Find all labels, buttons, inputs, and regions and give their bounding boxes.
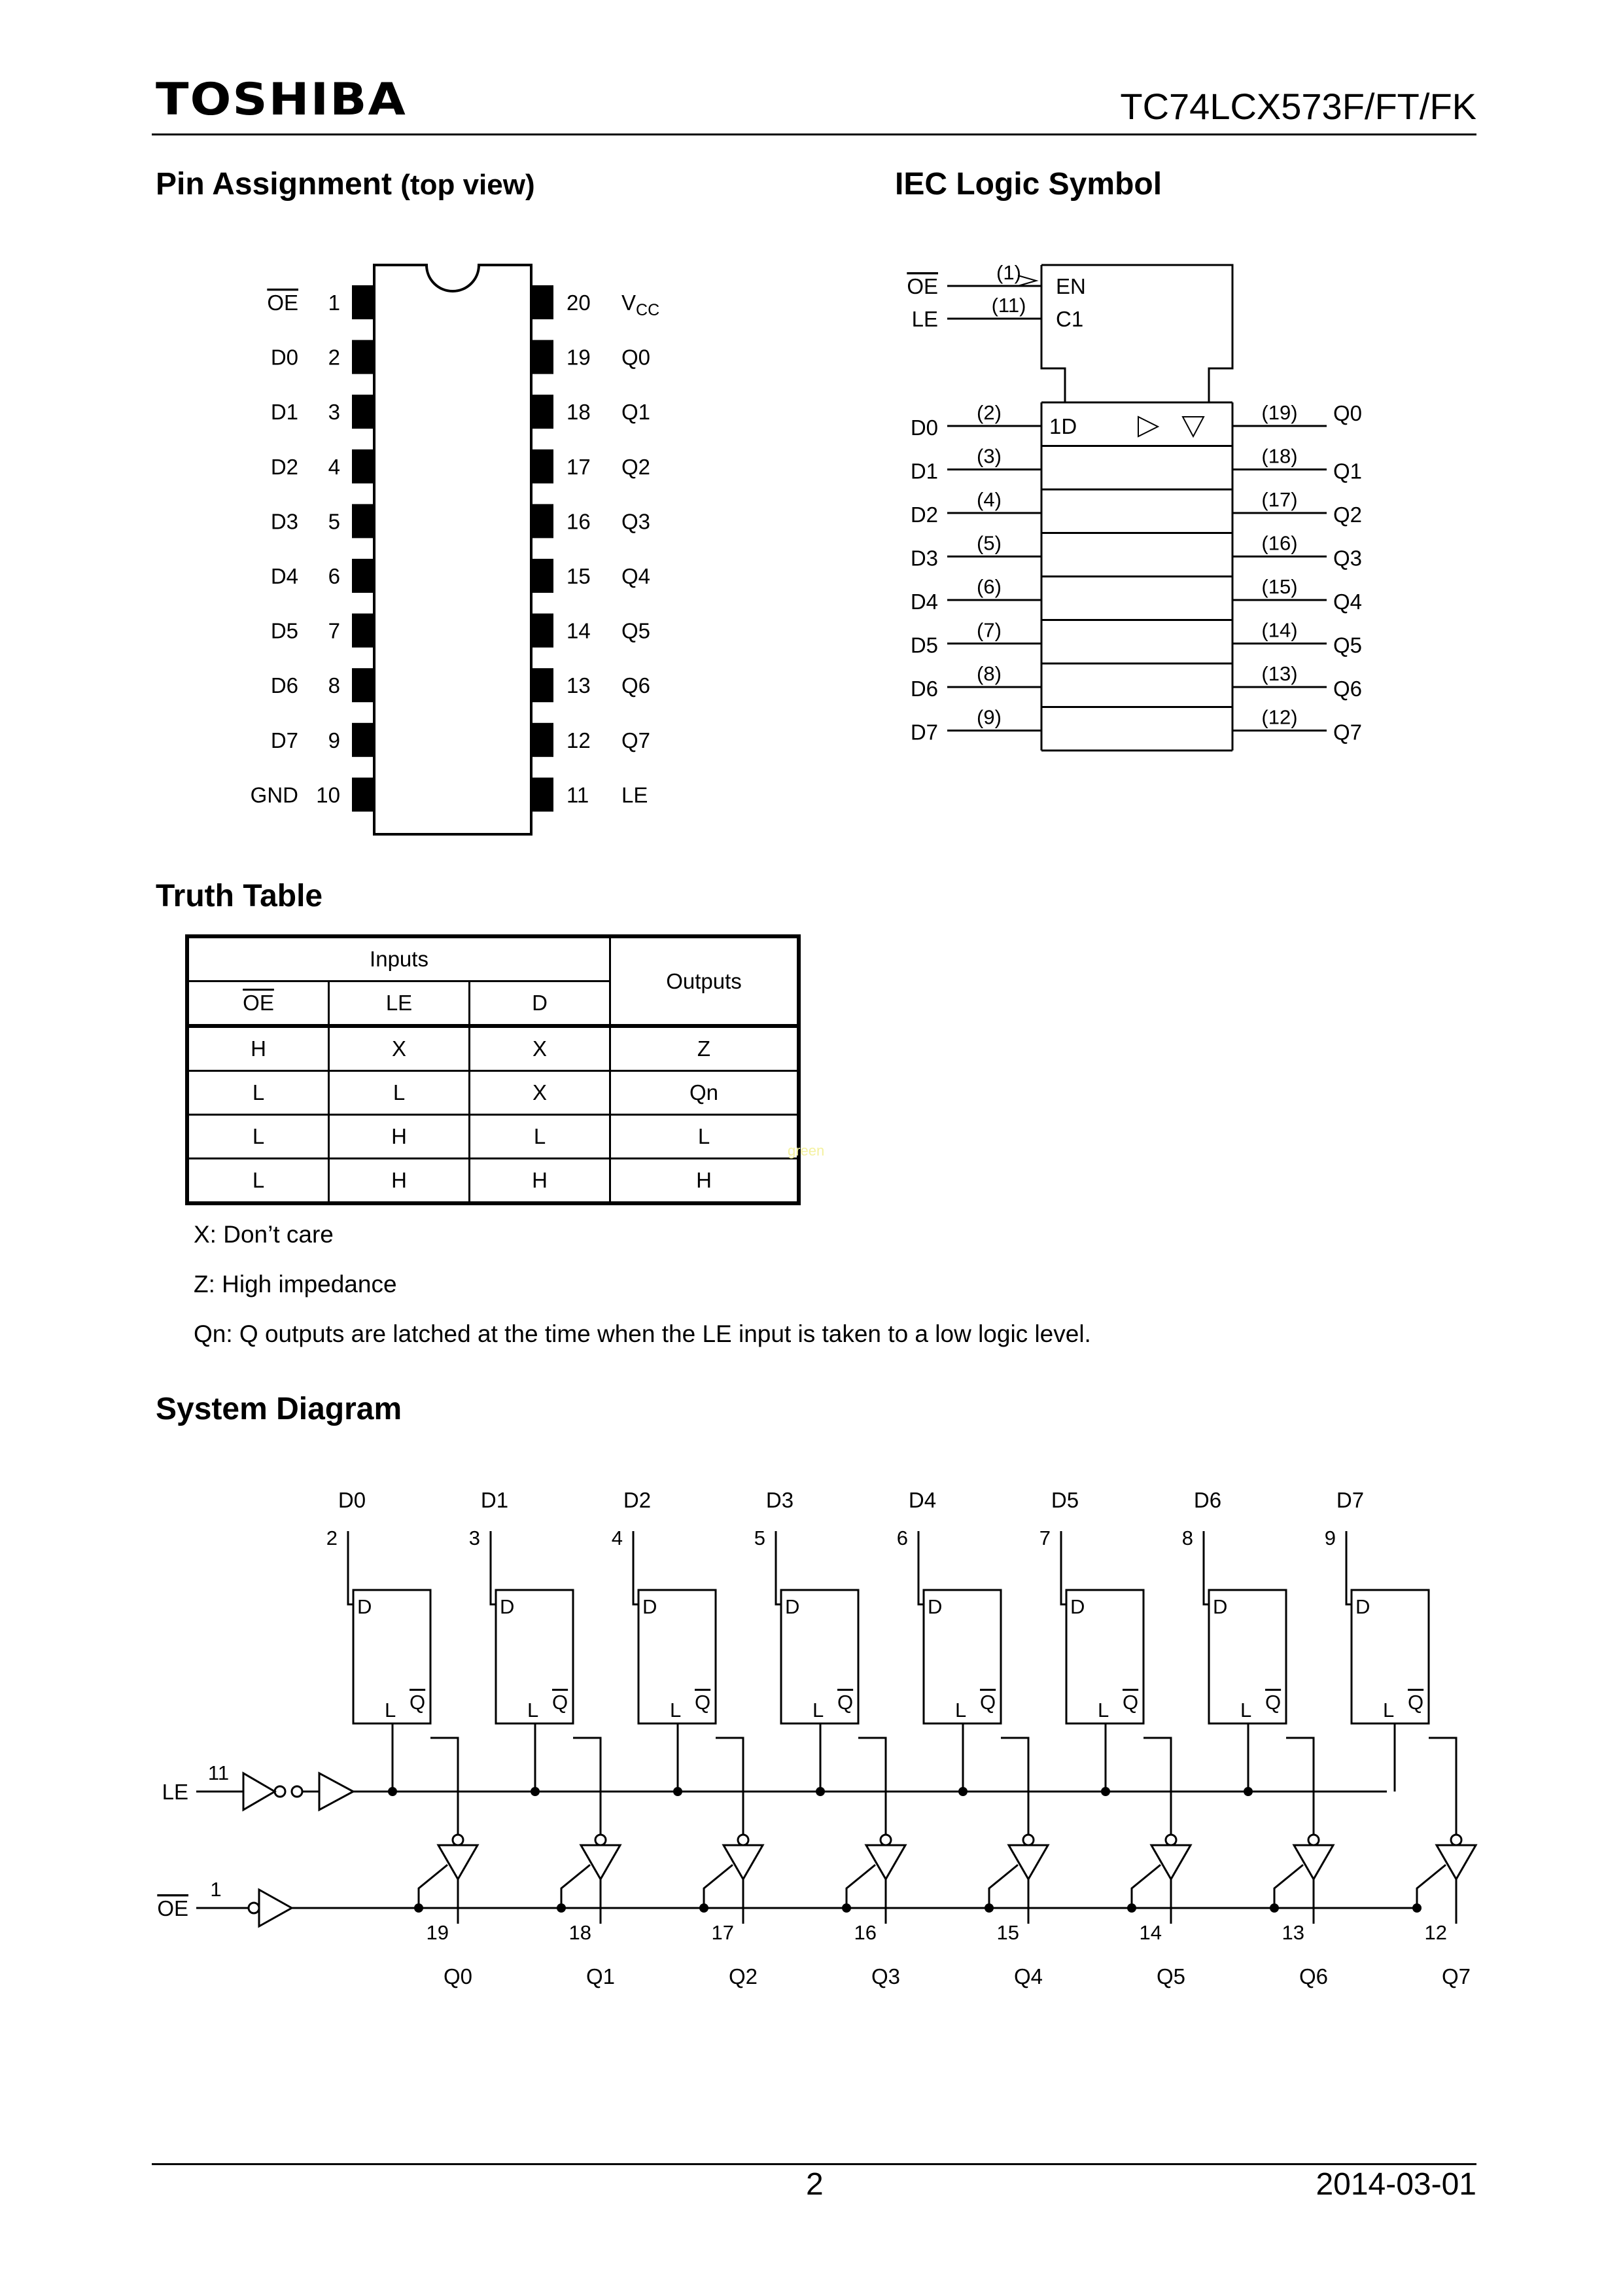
latch-cell bbox=[1182, 1488, 1333, 1988]
iec-output-pin: (19) bbox=[1261, 401, 1298, 424]
system-oe-pin: 1 bbox=[210, 1878, 222, 1901]
pin-name-left: OE bbox=[267, 291, 298, 315]
truth-cell: H bbox=[187, 1026, 329, 1071]
junction-dot bbox=[699, 1903, 708, 1913]
latch-l-label: L bbox=[1098, 1699, 1109, 1722]
iec-input-name: D1 bbox=[910, 459, 938, 484]
brand-logo: TOSHIBA bbox=[156, 73, 407, 126]
latch-cell bbox=[469, 1488, 620, 1988]
pin-number-left: 6 bbox=[328, 564, 340, 588]
pin-name-right: Q4 bbox=[621, 564, 651, 588]
iec-output-pin: (18) bbox=[1261, 444, 1298, 468]
truth-col-oe: $\overline{OE}$ bbox=[187, 981, 329, 1027]
pin-pad bbox=[352, 777, 374, 811]
truth-cell: H bbox=[470, 1159, 610, 1204]
pin-number-right: 13 bbox=[567, 673, 591, 698]
junction-dot bbox=[388, 1787, 397, 1796]
revision-date: 2014-03-01 bbox=[1316, 2167, 1476, 2202]
system-output-name: Q0 bbox=[443, 1964, 473, 1988]
table-row bbox=[187, 1115, 799, 1159]
tristate-buffer bbox=[866, 1845, 905, 1879]
latch-q-line bbox=[1001, 1738, 1028, 1835]
iec-input-pin: (3) bbox=[977, 444, 1002, 468]
iec-output-pin: (14) bbox=[1261, 618, 1298, 642]
enable-line bbox=[1274, 1865, 1303, 1908]
system-input-pin: 8 bbox=[1181, 1527, 1193, 1549]
latch-q-line bbox=[430, 1738, 458, 1835]
iec-output-name: Q5 bbox=[1333, 633, 1363, 658]
pin-name-right: Q6 bbox=[621, 673, 651, 698]
latch-l-label: L bbox=[1240, 1699, 1252, 1722]
pin-pad bbox=[352, 559, 374, 593]
truth-outputs-header: Outputs bbox=[610, 936, 799, 1026]
iec-symbol-heading: IEC Logic Symbol bbox=[895, 167, 1162, 202]
pin-pad bbox=[352, 614, 374, 648]
pin-assignment-diagram bbox=[216, 255, 739, 844]
pin-pad bbox=[352, 450, 374, 484]
truth-cell: L bbox=[187, 1071, 329, 1115]
system-input-name: D2 bbox=[623, 1488, 652, 1512]
pin-name-right: Q3 bbox=[621, 509, 651, 534]
buffer-inversion-bubble bbox=[1451, 1835, 1461, 1845]
pin-pad bbox=[352, 504, 374, 538]
latch-l-label: L bbox=[812, 1699, 824, 1722]
latch-q-label: Q bbox=[695, 1691, 711, 1714]
pin-pad bbox=[531, 723, 553, 757]
enable-line bbox=[1417, 1865, 1446, 1908]
iec-output-name: Q4 bbox=[1333, 590, 1363, 614]
latch-cell bbox=[1039, 1488, 1191, 1988]
buffer-inversion-bubble bbox=[1023, 1835, 1034, 1845]
latch-d-label: D bbox=[928, 1595, 943, 1618]
note-qn: Qn: Q outputs are latched at the time when the LE input is taken to a low logic level. bbox=[194, 1320, 1091, 1347]
system-diagram-heading: System Diagram bbox=[156, 1392, 402, 1426]
truth-cell: L bbox=[187, 1159, 329, 1204]
latch-q-label: Q bbox=[1123, 1691, 1139, 1714]
latch-cell bbox=[897, 1488, 1048, 1988]
buffer-inversion-bubble bbox=[738, 1835, 748, 1845]
enable-line bbox=[1132, 1865, 1161, 1908]
system-input-name: D3 bbox=[765, 1488, 794, 1512]
latch-q-label: Q bbox=[552, 1691, 568, 1714]
stray-mark: green bbox=[788, 1142, 825, 1159]
pin-pad bbox=[531, 504, 553, 538]
iec-output-pin: (17) bbox=[1261, 488, 1298, 511]
truth-cell: X bbox=[329, 1026, 470, 1071]
latch-q-line bbox=[1143, 1738, 1171, 1835]
pin-pad bbox=[531, 340, 553, 374]
pin-name-left: D3 bbox=[270, 509, 298, 534]
page-number: 2 bbox=[806, 2167, 824, 2202]
latch-q-line bbox=[1286, 1738, 1314, 1835]
system-output-pin: 14 bbox=[1139, 1921, 1162, 1944]
pin-name-right: Q2 bbox=[621, 454, 651, 479]
system-input-name: D6 bbox=[1193, 1488, 1222, 1512]
iec-input-pin: (7) bbox=[977, 618, 1002, 642]
iec-output-name: Q2 bbox=[1333, 503, 1363, 527]
enable-line bbox=[704, 1865, 733, 1908]
latch-q-line bbox=[1429, 1738, 1456, 1835]
iec-output-name: Q7 bbox=[1333, 720, 1363, 745]
truth-table bbox=[185, 934, 801, 1205]
junction-dot bbox=[1101, 1787, 1110, 1796]
system-diagram bbox=[150, 1479, 1492, 2002]
pin-name-left: GND bbox=[250, 783, 298, 807]
junction-dot bbox=[673, 1787, 682, 1796]
latch-q-label: Q bbox=[1265, 1691, 1282, 1714]
iec-input-name: D5 bbox=[910, 633, 938, 658]
pin-name-right: Q5 bbox=[621, 618, 651, 643]
pin-number-left: 5 bbox=[328, 509, 340, 534]
system-input-pin: 5 bbox=[754, 1527, 765, 1549]
pin-pad bbox=[352, 668, 374, 702]
iec-output-pin: (15) bbox=[1261, 575, 1298, 598]
system-output-name: Q1 bbox=[585, 1964, 616, 1988]
pin-pad bbox=[352, 723, 374, 757]
pin-name-right: Q1 bbox=[621, 400, 651, 425]
pin-pad bbox=[531, 614, 553, 648]
iec-control-name: LE bbox=[911, 307, 938, 331]
pin-name-right: Q7 bbox=[621, 728, 651, 752]
enable-line bbox=[846, 1865, 875, 1908]
junction-dot bbox=[985, 1903, 994, 1913]
iec-output-pin: (16) bbox=[1261, 531, 1298, 555]
note-high-impedance: Z: High impedance bbox=[194, 1271, 397, 1298]
latch-q-line bbox=[716, 1738, 743, 1835]
pin-name-right: $V_{CC}$ bbox=[621, 291, 660, 319]
enable-line bbox=[561, 1865, 590, 1908]
pin-number-left: 3 bbox=[328, 400, 340, 425]
pin-number-left: 9 bbox=[328, 728, 340, 752]
junction-dot bbox=[1127, 1903, 1136, 1913]
latch-cell bbox=[754, 1488, 905, 1988]
system-output-name: Q4 bbox=[1013, 1964, 1043, 1988]
system-le-pin: 11 bbox=[207, 1761, 230, 1784]
latch-cell bbox=[1325, 1488, 1476, 1988]
buffer-inversion-bubble bbox=[453, 1835, 463, 1845]
iec-logic-symbol bbox=[896, 252, 1420, 756]
iec-input-pin: (9) bbox=[977, 705, 1002, 729]
latch-d-label: D bbox=[642, 1595, 657, 1618]
system-output-pin: 19 bbox=[426, 1921, 449, 1944]
truth-cell: L bbox=[470, 1115, 610, 1159]
system-input-pin: 3 bbox=[468, 1527, 480, 1549]
truth-cell: H bbox=[329, 1115, 470, 1159]
enable-line bbox=[989, 1865, 1018, 1908]
iec-output-name: Q1 bbox=[1333, 459, 1363, 484]
iec-output-pin: (13) bbox=[1261, 662, 1298, 685]
pin-number-left: 8 bbox=[328, 673, 340, 698]
truth-table-heading: Truth Table bbox=[156, 879, 323, 913]
pin-number-left: 2 bbox=[328, 345, 340, 370]
junction-dot bbox=[531, 1787, 540, 1796]
buffer-inversion-bubble bbox=[1308, 1835, 1319, 1845]
system-input-name: D4 bbox=[908, 1488, 937, 1512]
iec-input-name: D6 bbox=[910, 677, 938, 701]
latch-d-label: D bbox=[1213, 1595, 1228, 1618]
latch-q-label: Q bbox=[837, 1691, 854, 1714]
tristate-buffer bbox=[438, 1845, 478, 1879]
pin-assignment-subtitle: (top view) bbox=[400, 169, 535, 201]
latch-d-label: D bbox=[357, 1595, 372, 1618]
pin-number-right: 17 bbox=[567, 454, 591, 479]
truth-cell: Qn bbox=[610, 1071, 799, 1115]
tristate-buffer bbox=[1437, 1845, 1476, 1879]
latch-d-label: D bbox=[1355, 1595, 1370, 1618]
system-input-pin: 7 bbox=[1039, 1527, 1051, 1549]
system-output-pin: 16 bbox=[854, 1921, 877, 1944]
latch-l-label: L bbox=[670, 1699, 682, 1722]
system-output-pin: 18 bbox=[568, 1921, 591, 1944]
system-le-label: LE bbox=[162, 1780, 188, 1804]
system-output-name: Q2 bbox=[728, 1964, 758, 1988]
pin-name-right: Q0 bbox=[621, 345, 651, 370]
iec-control-label: C1 bbox=[1056, 307, 1084, 331]
pin-number-right: 16 bbox=[567, 509, 591, 534]
iec-input-pin: (8) bbox=[977, 662, 1002, 685]
junction-dot bbox=[816, 1787, 825, 1796]
iec-control-name: OE bbox=[907, 274, 938, 298]
junction-dot bbox=[557, 1903, 566, 1913]
part-number: TC74LCX573F/FT/FK bbox=[1120, 86, 1476, 127]
system-output-pin: 17 bbox=[711, 1921, 734, 1944]
truth-cell: L bbox=[329, 1071, 470, 1115]
iec-input-pin: (4) bbox=[977, 488, 1002, 511]
truth-cell: L bbox=[610, 1115, 799, 1159]
buffer-inversion-bubble bbox=[1166, 1835, 1176, 1845]
latch-q-label: Q bbox=[980, 1691, 996, 1714]
pin-pad bbox=[352, 285, 374, 319]
footer-rule bbox=[152, 2163, 1476, 2165]
latch-d-label: D bbox=[500, 1595, 515, 1618]
iec-input-pin: (5) bbox=[977, 531, 1002, 555]
tristate-buffer bbox=[1294, 1845, 1333, 1879]
pin-number-right: 12 bbox=[567, 728, 591, 752]
pin-pad bbox=[531, 559, 553, 593]
enable-line bbox=[419, 1865, 447, 1908]
truth-cell: X bbox=[470, 1071, 610, 1115]
system-input-pin: 2 bbox=[326, 1527, 338, 1549]
tristate-buffer bbox=[1009, 1845, 1048, 1879]
pin-name-left: D5 bbox=[270, 618, 298, 643]
latch-cell bbox=[326, 1488, 478, 1988]
iec-input-pin: (6) bbox=[977, 575, 1002, 598]
iec-input-name: D3 bbox=[910, 546, 938, 571]
truth-cell: H bbox=[610, 1159, 799, 1204]
pin-name-left: D0 bbox=[270, 345, 298, 370]
pin-pad bbox=[352, 395, 374, 429]
system-output-name: Q5 bbox=[1156, 1964, 1186, 1988]
iec-tristate-icon bbox=[1183, 417, 1204, 436]
header-rule bbox=[152, 133, 1476, 135]
junction-dot bbox=[414, 1903, 423, 1913]
pin-number-right: 14 bbox=[567, 618, 591, 643]
iec-output-pin: (12) bbox=[1261, 705, 1298, 729]
system-oe-label: OE bbox=[157, 1896, 188, 1920]
pin-pad bbox=[352, 340, 374, 374]
iec-control-pin: (1) bbox=[996, 261, 1021, 284]
pin-number-left: 1 bbox=[328, 291, 340, 315]
junction-dot bbox=[1270, 1903, 1279, 1913]
pin-number-right: 18 bbox=[567, 400, 591, 425]
junction-dot bbox=[1412, 1903, 1422, 1913]
buffer-inversion-bubble bbox=[595, 1835, 606, 1845]
pin-number-right: 19 bbox=[567, 345, 591, 370]
junction-dot bbox=[958, 1787, 968, 1796]
pin-pad bbox=[531, 450, 553, 484]
latch-q-label: Q bbox=[410, 1691, 426, 1714]
tristate-buffer bbox=[1151, 1845, 1191, 1879]
iec-first-cell-label: 1D bbox=[1049, 414, 1077, 438]
pin-number-left: 7 bbox=[328, 618, 340, 643]
truth-cell: L bbox=[187, 1115, 329, 1159]
latch-d-label: D bbox=[785, 1595, 800, 1618]
system-output-pin: 12 bbox=[1424, 1921, 1447, 1944]
pin-pad bbox=[531, 668, 553, 702]
note-dont-care: X: Don’t care bbox=[194, 1221, 334, 1248]
pin-name-left: D2 bbox=[270, 454, 298, 479]
pin-number-right: 15 bbox=[567, 564, 591, 588]
pin-name-left: D6 bbox=[270, 673, 298, 698]
truth-cell: Z bbox=[610, 1026, 799, 1071]
truth-cell: H bbox=[329, 1159, 470, 1204]
truth-col-d: D bbox=[470, 981, 610, 1027]
system-output-name: Q7 bbox=[1441, 1964, 1471, 1988]
system-input-name: D7 bbox=[1336, 1488, 1365, 1512]
latch-l-label: L bbox=[955, 1699, 967, 1722]
pin-name-right: LE bbox=[621, 783, 648, 807]
pin-pad bbox=[531, 285, 553, 319]
truth-cell: X bbox=[470, 1026, 610, 1071]
system-output-name: Q3 bbox=[871, 1964, 901, 1988]
pin-number-left: 10 bbox=[316, 783, 340, 807]
iec-input-name: D2 bbox=[910, 503, 938, 527]
pin-assignment-heading: Pin Assignment (top view) bbox=[156, 167, 535, 202]
latch-l-label: L bbox=[527, 1699, 539, 1722]
latch-cell bbox=[612, 1488, 763, 1988]
tristate-buffer bbox=[581, 1845, 620, 1879]
pin-pad bbox=[531, 777, 553, 811]
system-output-name: Q6 bbox=[1299, 1964, 1329, 1988]
pin-name-left: D4 bbox=[270, 564, 298, 588]
pin-number-right: 11 bbox=[567, 783, 589, 807]
system-input-pin: 6 bbox=[896, 1527, 908, 1549]
system-input-name: D1 bbox=[480, 1488, 509, 1512]
iec-output-name: Q0 bbox=[1333, 401, 1363, 425]
latch-q-line bbox=[573, 1738, 601, 1835]
iec-output-name: Q3 bbox=[1333, 546, 1363, 571]
iec-buffer-icon bbox=[1138, 417, 1158, 436]
system-output-pin: 13 bbox=[1282, 1921, 1304, 1944]
junction-dot bbox=[842, 1903, 851, 1913]
latch-d-label: D bbox=[1070, 1595, 1085, 1618]
table-row bbox=[187, 1071, 799, 1115]
latch-l-label: L bbox=[1383, 1699, 1395, 1722]
iec-control-label: EN bbox=[1056, 274, 1086, 298]
latch-q-label: Q bbox=[1408, 1691, 1424, 1714]
pin-name-left: D7 bbox=[270, 728, 298, 752]
table-row bbox=[187, 1159, 799, 1204]
pin-number-right: 20 bbox=[567, 291, 591, 315]
buffer-inversion-bubble bbox=[881, 1835, 891, 1845]
ic-body-outline bbox=[374, 265, 531, 834]
iec-input-pin: (2) bbox=[977, 401, 1002, 424]
system-output-pin: 15 bbox=[996, 1921, 1019, 1944]
system-input-pin: 4 bbox=[611, 1527, 623, 1549]
iec-input-name: D0 bbox=[910, 415, 938, 440]
iec-control-pin: (11) bbox=[991, 294, 1026, 317]
system-input-pin: 9 bbox=[1324, 1527, 1336, 1549]
system-input-name: D5 bbox=[1051, 1488, 1079, 1512]
truth-col-le: LE bbox=[329, 981, 470, 1027]
iec-input-name: D7 bbox=[910, 720, 938, 745]
pin-pad bbox=[531, 395, 553, 429]
latch-l-label: L bbox=[385, 1699, 396, 1722]
system-input-name: D0 bbox=[338, 1488, 366, 1512]
table-row bbox=[187, 1026, 799, 1071]
junction-dot bbox=[1244, 1787, 1253, 1796]
truth-inputs-header: Inputs bbox=[187, 936, 610, 981]
tristate-buffer bbox=[724, 1845, 763, 1879]
iec-input-name: D4 bbox=[910, 590, 938, 614]
latch-q-line bbox=[858, 1738, 886, 1835]
iec-output-name: Q6 bbox=[1333, 677, 1363, 701]
pin-number-left: 4 bbox=[328, 454, 340, 479]
pin-name-left: D1 bbox=[270, 400, 298, 425]
